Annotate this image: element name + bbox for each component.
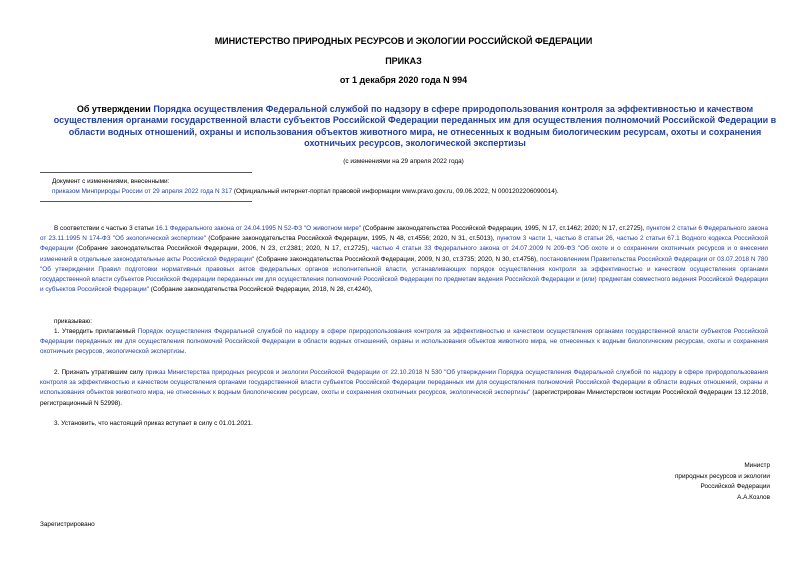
item-1-text-1: 1. Утвердить прилагаемый bbox=[54, 328, 138, 335]
item-3-paragraph: 3. Установить, что настоящий приказ вступает в силу с 01.01.2021. bbox=[54, 420, 253, 427]
item-2-order-link[interactable]: приказ Министерства природных ресурсов и экологии Российской Федерации от 22.10.2018 N 530 "Об утверждении Порядка осуществления Федеральной службой по надзору в сфере природопользования контроля за эффективностью и качеством осуществления органами государственной власти субъектов Российской Федерации переданных им для осуществления полномочий Российской Федерации в области водных отношений, охраны и использования объектов животного мира, не отнесенных к водным биологическим ресурсам, охоты и сохранения охотничьих ресурсов, экологической экспертизы" bbox=[40, 369, 769, 397]
item-2-text-2: (зарегистрирован Министерством юстиции Российской Федерации 13.12.2018, регистрационный N 52998). bbox=[40, 389, 768, 407]
preamble-link-water-code[interactable]: пунктом 3 части 1, частью 8 статьи 26, частью 2 статьи 67.1 Водного кодекса Российской Федерации bbox=[40, 235, 769, 253]
item-1-procedure-link[interactable]: Порядок осуществления Федеральной службой по надзору в сфере природопользования контроля за эффективностью и качеством осуществления органами государственной власти субъектов Российской Федерации переданных им для осуществления полномочий Российской Федерации в области водных отношений, охраны и использования объектов животного мира, не отнесенных к водным биологическим ресурсам, охоты и сохранения охотничьих ресурсов, экологической экспертизы bbox=[40, 328, 768, 356]
preamble-link-government-decree[interactable]: постановлением Правительства Российской Федерации от 03.07.2018 N 780 "Об утверждении Правил подготовки нормативных правовых актов федеральных органов исполнительной власти, устанавливающих порядок осуществления контроля за эффективностью и качеством осуществления органами государственной власти субъектов Российской Федерации переданных им для осуществления полномочий Российской Федерации по предметам ведения Российской Федерации и (или) предметам совместного ведения Российской Федерации и субъектов Российской Федерации" bbox=[40, 255, 768, 294]
preamble-link-animal-law[interactable]: 16.1 Федерального закона от 24.04.1995 N 52-ФЗ "О животном мире" bbox=[155, 225, 362, 232]
changes-source: (Официальный интернет-портал правовой информации www.pravo.gov.ru, 09.06.2022, N 0001202206090014). bbox=[232, 188, 559, 195]
doc-type-heading: ПРИКАЗ bbox=[385, 56, 422, 66]
ministry-heading: МИНИСТЕРСТВО ПРИРОДНЫХ РЕСУРСОВ И ЭКОЛОГИИ РОССИЙСКОЙ ФЕДЕРАЦИИ bbox=[214, 36, 593, 46]
amendment-note: (с изменениями на 29 апреля 2022 года) bbox=[343, 158, 464, 165]
registered-label: Зарегистрировано bbox=[40, 521, 95, 528]
item-1-text-2: . bbox=[184, 348, 187, 356]
changes-text bbox=[52, 187, 772, 197]
signature-position: Министр bbox=[744, 462, 770, 469]
item-1-paragraph bbox=[40, 327, 768, 358]
preamble-text-6: (Собрание законодательства Российской Федерации, 2018, N 28, ст.4240), bbox=[149, 286, 373, 294]
changes-top-rule bbox=[40, 172, 252, 173]
changes-order-link[interactable]: приказом Минприроды России от 29 апреля 2022 года N 317 bbox=[52, 188, 233, 195]
document-title bbox=[52, 104, 778, 150]
title-prefix: Об утверждении bbox=[76, 104, 154, 114]
date-number-heading: от 1 декабря 2020 года N 994 bbox=[339, 75, 468, 85]
preamble-text-1: В соответствии с частью 3 статьи bbox=[54, 225, 156, 232]
preamble-text-2: (Собрание законодательства Российской Федерации, 1995, N 17, ст.1462; 2020; N 17, ст.2725), bbox=[361, 225, 647, 232]
changes-label: Документ с изменениями, внесенными: bbox=[52, 178, 170, 185]
preamble-link-hunting-law[interactable]: частью 4 статьи 33 Федерального закона от 24.07.2009 N 209-ФЗ "Об охоте и о сохранении охотничьих ресурсов и о внесении изменений в отдельные законодательные акты Российской Федерации" bbox=[40, 245, 769, 263]
signature-position-2: природных ресурсов и экологии bbox=[674, 473, 770, 480]
signature-name: А.А.Козлов bbox=[737, 494, 770, 501]
preamble-text-5: (Собрание законодательства Российской Федерации, 2009, N 30, ст.3735; 2020, N 30, ст.4756), bbox=[254, 255, 540, 263]
preamble-text-3: (Собрание законодательства Российской Федерации, 1995, N 48, ст.4556; 2020, N 31, ст.5013), bbox=[205, 235, 497, 243]
title-procedure-link[interactable]: Порядка осуществления Федеральной службой по надзору в сфере природопользования контроля за эффективностью и качеством осуществления органами государственной власти субъектов Российской Федерации переданных им для осуществления полномочий Российской Федерации в области водных отношений, охраны и использования объектов животного мира, не отнесенных к водным биологическим ресурсам, охоты и сохранения охотничьих ресурсов, экологической экспертизы bbox=[53, 104, 777, 149]
preamble-link-ecology-law[interactable]: пунктом 2 статьи 6 Федерального закона от 23.11.1995 N 174-ФЗ "Об экологической экспертизе" bbox=[40, 225, 769, 243]
preamble-text-4: (Собрание законодательства Российской Федерации, 2006, N 23, ст.2381; 2020, N 17, ст.2725), bbox=[73, 245, 372, 253]
order-word: приказываю: bbox=[54, 318, 92, 325]
signature-position-3: Российской Федерации bbox=[700, 483, 770, 490]
preamble-paragraph bbox=[40, 224, 768, 295]
item-2-text-1: 2. Признать утратившим силу bbox=[54, 369, 146, 376]
changes-bottom-rule bbox=[40, 201, 252, 202]
item-2-paragraph bbox=[40, 368, 768, 409]
